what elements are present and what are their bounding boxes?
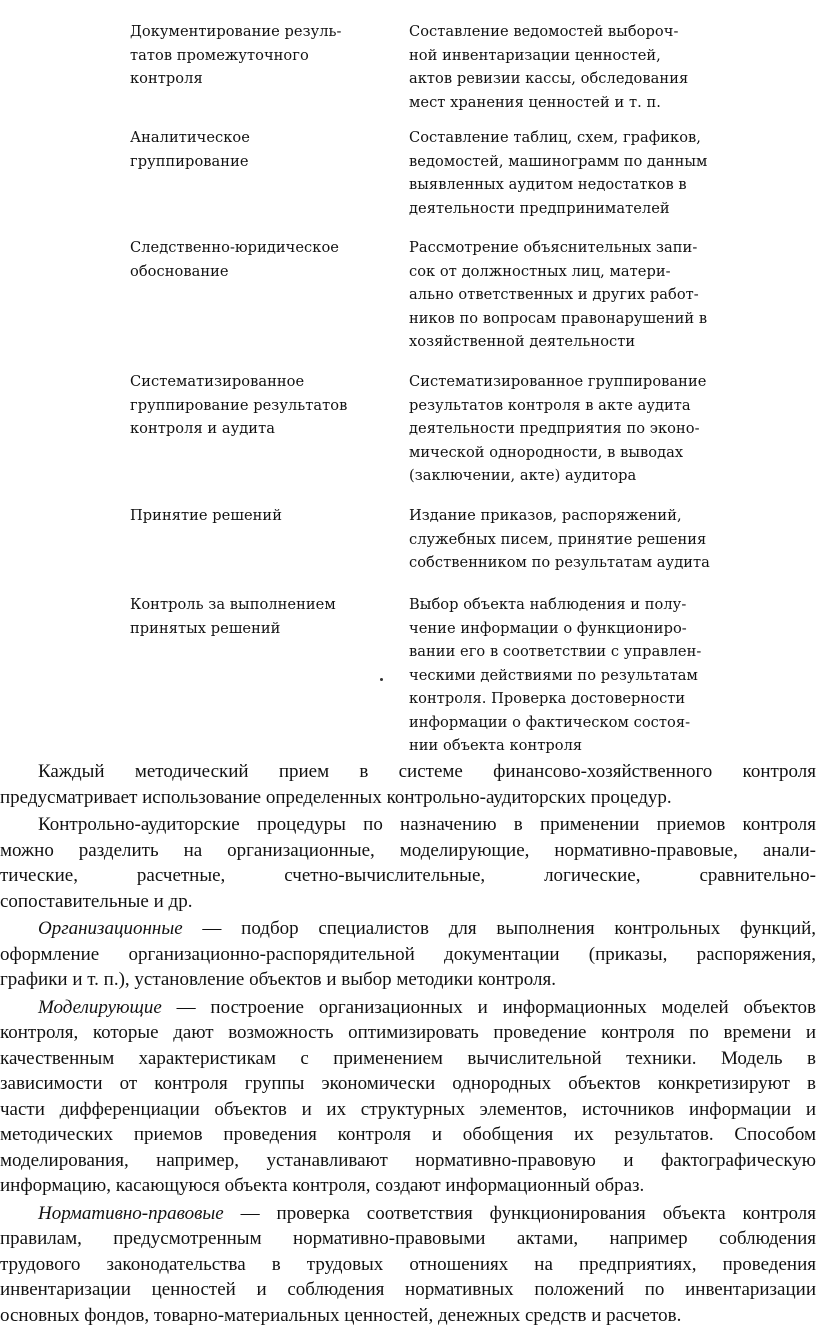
paragraph (0, 995, 816, 1199)
paragraph-line: Контрольно-аудиторские процедуры по назначению в применении приемов контроля (38, 814, 816, 835)
cell-line: результатов контроля в акте аудита (409, 396, 691, 414)
cell-line: группирование (130, 152, 249, 170)
cell-line: ально ответственных и других работ- (409, 286, 699, 303)
paragraph-line: Каждый методический прием в системе финансово-хозяйственного контроля (38, 761, 816, 782)
cell-line: Систематизированное группирование (409, 373, 707, 390)
term-italic: Нормативно-правовые (38, 1202, 224, 1224)
line-rest: — проверка соответствия функционирования объекта контроля (223, 1202, 816, 1224)
table-cell-stage (130, 593, 336, 640)
cell-line: Составление ведомостей выбороч- (409, 23, 679, 40)
table-cell-description (409, 20, 688, 114)
cell-line: хозяйственной деятельности (409, 333, 636, 350)
paragraph (0, 759, 816, 810)
cell-line: собственником по результатам аудита (409, 554, 710, 571)
cell-line: нии объекта контроля (409, 737, 583, 754)
paragraph-line: качественным характеристикам с применением вычислительной техники. Модель в (0, 1047, 816, 1069)
table-cell-description (409, 593, 701, 758)
cell-line: Систематизированное (130, 373, 305, 390)
paragraph-line (0, 995, 816, 1021)
cell-line: Аналитическое (130, 129, 250, 146)
cell-line: контроля. Проверка достоверности (409, 690, 686, 707)
paragraph-line: можно разделить на организационные, моделирующие, нормативно-правовые, анали- (0, 839, 816, 861)
paragraph-line: трудового законодательства в трудовых отношениях на предприятиях, проведения (0, 1253, 816, 1275)
cell-line: вании его в соответствии с управлен- (409, 643, 702, 660)
term-italic: Организационные (38, 918, 183, 939)
line-rest: — построение организационных и информационных моделей объектов (161, 996, 816, 1018)
cell-line: деятельности предприятия по эконо- (409, 420, 700, 437)
line-rest: — подбор специалистов для выполнения контрольных функций, (182, 918, 816, 939)
paragraph-line: зависимости от контроля группы экономически однородных объектов конкретизируют в (0, 1073, 816, 1094)
paragraph-line: моделирования, например, устанавливают нормативно-правовую и фактографическую (0, 1149, 816, 1171)
cell-line: мической однородности, в выводах (409, 443, 684, 461)
cell-line: контроля и аудита (130, 420, 275, 437)
cell-line: служебных писем, принятие решения (409, 530, 707, 548)
cell-line: выявленных аудитом недостатков в (409, 176, 687, 193)
cell-line: принятых решений (130, 619, 281, 637)
cell-line: Контроль за выполнением (130, 596, 336, 613)
cell-line: ведомостей, машинограмм по данным (409, 152, 708, 170)
cell-line: обоснование (130, 262, 229, 280)
paragraph (0, 1201, 816, 1329)
table-cell-stage (130, 20, 342, 91)
cell-line: Выбор объекта наблюдения и полу- (409, 596, 687, 613)
cell-line: Рассмотрение объяснительных запи- (409, 239, 698, 256)
paragraph-line: правилам, предусмотренным нормативно-правовыми актами, например соблюдения (0, 1228, 816, 1249)
cell-line: Документирование резуль- (130, 23, 342, 40)
cell-line: ной инвентаризации ценностей, (409, 46, 661, 64)
cell-line: ников по вопросам правонарушений в (409, 309, 708, 327)
paragraph-line: сопоставительные и др. (0, 890, 193, 912)
paragraph-line: тические, расчетные, счетно-вычислительные, логические, сравнительно- (0, 865, 816, 886)
stray-dot (380, 678, 383, 681)
table-cell-description (409, 504, 710, 575)
paragraph-line (0, 916, 816, 942)
paragraph (0, 916, 816, 993)
paragraph-line: части дифференциации объектов и их структурных элементов, источников информации и (0, 1098, 816, 1120)
cell-line: Принятие решений (130, 507, 282, 524)
table-cell-stage (130, 370, 347, 441)
paragraph-line: инвентаризации ценностей и соблюдения нормативных положений по инвентаризации (0, 1279, 816, 1300)
cell-line: Издание приказов, распоряжений, (409, 507, 682, 524)
paragraph-line (0, 1201, 816, 1227)
body-text (0, 759, 816, 1330)
paragraph-line: оформление организационно-распорядительной документации (приказы, распоряжения, (0, 943, 816, 965)
cell-line: татов промежуточного (130, 46, 309, 64)
paragraph-line: методических приемов проведения контроля и обобщения их результатов. Способом (0, 1124, 816, 1145)
term-italic: Моделирующие (38, 996, 162, 1018)
paragraph-line: основных фондов, товарно-материальных ценностей, денежных средств и расчетов. (0, 1304, 682, 1326)
cell-line: информации о фактическом состоя- (409, 713, 691, 731)
cell-line: Следственно-юридическое (130, 239, 339, 256)
cell-line: (заключении, акте) аудитора (409, 467, 637, 484)
paragraph-line: предусматривает использование определенных контрольно-аудиторских процедур. (0, 786, 672, 808)
cell-line: ческими действиями по результатам (409, 666, 698, 684)
cell-line: Составление таблиц, схем, графиков, (409, 129, 701, 146)
paragraph-line: контроля, которые дают возможность оптимизировать проведение контроля по времени и (0, 1022, 816, 1043)
cell-line: группирование результатов (130, 396, 348, 414)
table-cell-description (409, 370, 706, 488)
table-cell-stage (130, 126, 250, 173)
cell-line: сок от должностных лиц, матери- (409, 262, 671, 280)
cell-line: деятельности предпринимателей (409, 199, 670, 217)
paragraph (0, 812, 816, 914)
table-cell-stage (130, 504, 282, 528)
cell-line: актов ревизии кассы, обследования (409, 70, 689, 87)
paragraph-line: графики и т. п.), установление объектов и выбор методики контроля. (0, 969, 557, 990)
paragraph-line: информацию, касающуюся объекта контроля, создают информационный образ. (0, 1175, 645, 1196)
table-cell-stage (130, 236, 339, 283)
table-cell-description (409, 126, 707, 220)
cell-line: контроля (130, 70, 203, 87)
cell-line: чение информации о функциониро- (409, 619, 687, 637)
table-cell-description (409, 236, 707, 354)
cell-line: мест хранения ценностей и т. п. (409, 93, 661, 111)
